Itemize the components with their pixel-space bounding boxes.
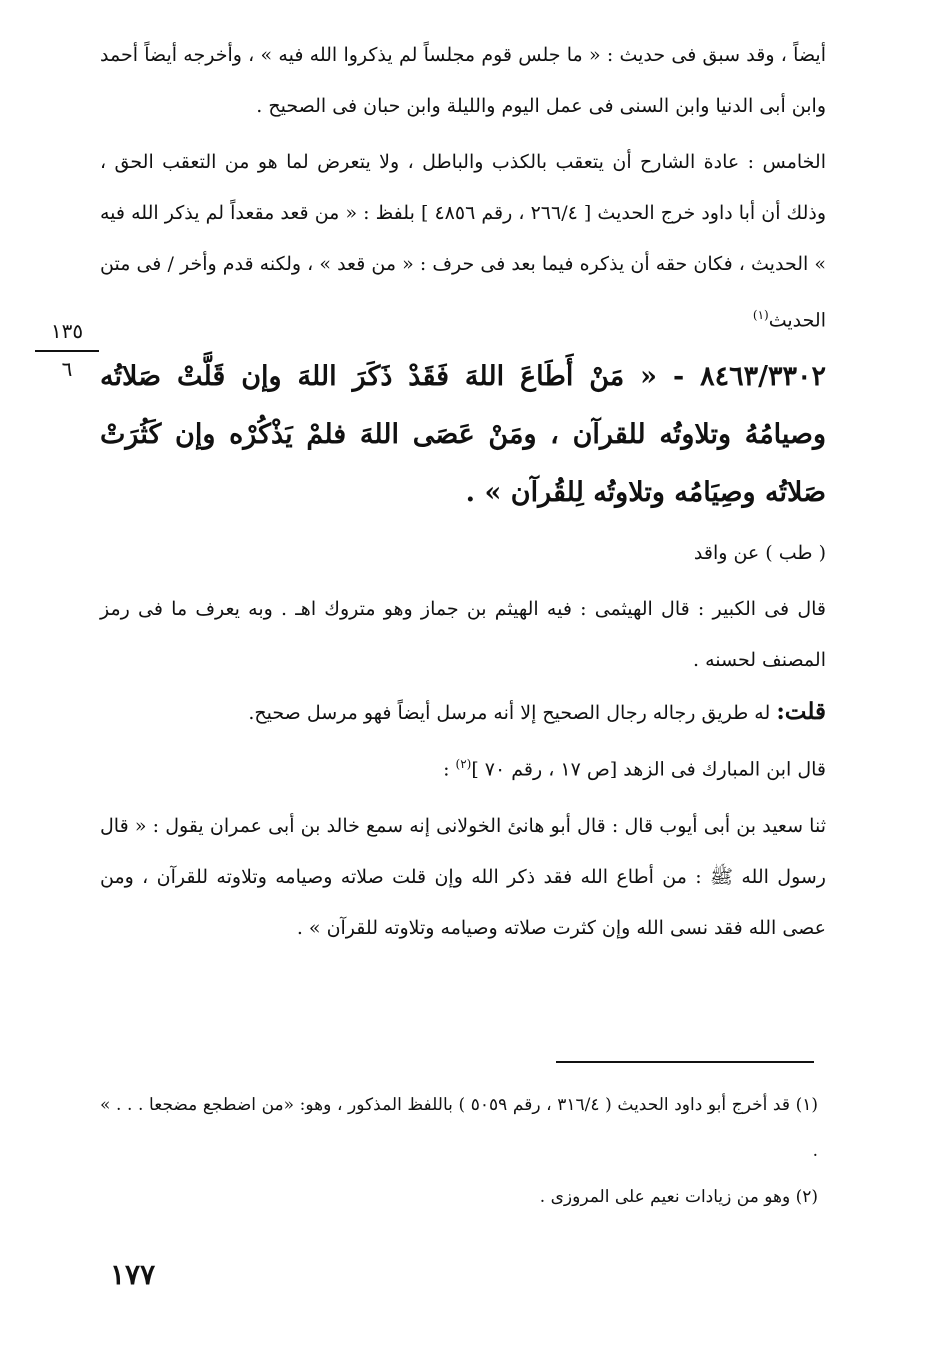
footnote-separator [556, 1061, 814, 1063]
paragraph-fifth-point-text: الخامس : عادة الشارح أن يتعقب بالكذب والباطل ، ولا يتعرض لما هو من التعقب الحق ، وذلك أن أبا داود خرج الحديث [ ٢٦٦/٤ ، رقم ٤٨٥٦ ] بلفظ : « من قعد مقعداً لم يذكر الله فيه » الحديث ، فكان حقه أن يذكره فيما بعد فى حرف : « من قعد » ، ولكنه قدم وأخر / فى متن الحديث [100, 151, 826, 332]
qult-label: قلت: [776, 698, 826, 726]
footnote-marker-2: (٢) [455, 757, 472, 772]
paragraph-intro-text: أيضاً ، وقد سبق فى حديث : « ما جلس قوم مجلساً لم يذكروا الله فيه » ، وأخرجه أيضاً أحمد وابن أبى الدنيا وابن السنى فى عمل اليوم والليلة وابن حبان فى الصحيح . [100, 44, 826, 117]
margin-page-reference [32, 318, 102, 382]
footnote-2: (٢) وهو من زيادات نعيم على المروزى . [539, 1187, 818, 1207]
ibn-mubarak-colon: : [443, 758, 456, 781]
hadith-text [100, 348, 826, 522]
hadith-source [100, 528, 826, 579]
paragraph-intro [100, 30, 826, 132]
ibn-mubarak-text: قال ابن المبارك فى الزهد [ص ١٧ ، رقم ٧٠ ] [471, 758, 826, 781]
paragraph-commentary [100, 584, 826, 686]
margin-ref-top: ١٣٥ [50, 319, 84, 343]
footnote-marker-1: (١) [752, 308, 769, 322]
margin-ref-bottom: ٦ [61, 357, 73, 381]
paragraph-ibn-mubarak [100, 739, 826, 795]
paragraph-chain [100, 801, 826, 954]
paragraph-qult [100, 686, 826, 739]
paragraph-commentary-text: قال فى الكبير : قال الهيثمى : فيه الهيثم بن جماز وهو متروك اهـ . وبه يعرف ما فى رمز المصنف لحسنه . [100, 598, 826, 672]
qult-text: له طريق رجاله رجال الصحيح إلا أنه مرسل أيضاً فهو مرسل صحيح. [248, 702, 771, 725]
footnotes [100, 1082, 818, 1220]
margin-ref-divider [35, 350, 99, 352]
footnote-1: (١) قد أخرج أبو داود الحديث ( ٣١٦/٤ ، رقم ٥٠٥٩ ) باللفظ المذكور ، وهو: «من اضطجع مضجعا . . . » . [100, 1095, 819, 1161]
hadith-body: ٨٤٦٣/٣٣٠٢ - « مَنْ أَطَاعَ اللهَ فَقَدْ ذَكَرَ اللهَ وإن قَلَّتْ صَلاتُه وصيامُهُ وتلاوتُه للقرآن ، ومَنْ عَصَى اللهَ فلمْ يَذْكُرْه وإن كَثُرَتْ صَلاتُه وصِيَامُه وتلاوتُه لِلقُرآن » . [100, 361, 826, 509]
page-number: ١٧٧ [110, 1258, 156, 1291]
main-text [100, 30, 826, 954]
hadith-source-text: ( طب ) عن واقد [693, 542, 826, 565]
paragraph-chain-text: ثنا سعيد بن أبى أيوب قال : قال أبو هانئ الخولانى إنه سمع خالد بن أبى عمران يقول : « قال رسول الله ﷺ : من أطاع الله فقد ذكر الله وإن قلت صلاته وصيامه وتلاوته للقرآن ، ومن عصى الله فقد نسى الله وإن كثرت صلاته وصيامه وتلاوته للقرآن » . [100, 814, 826, 939]
paragraph-fifth-point [100, 137, 826, 346]
